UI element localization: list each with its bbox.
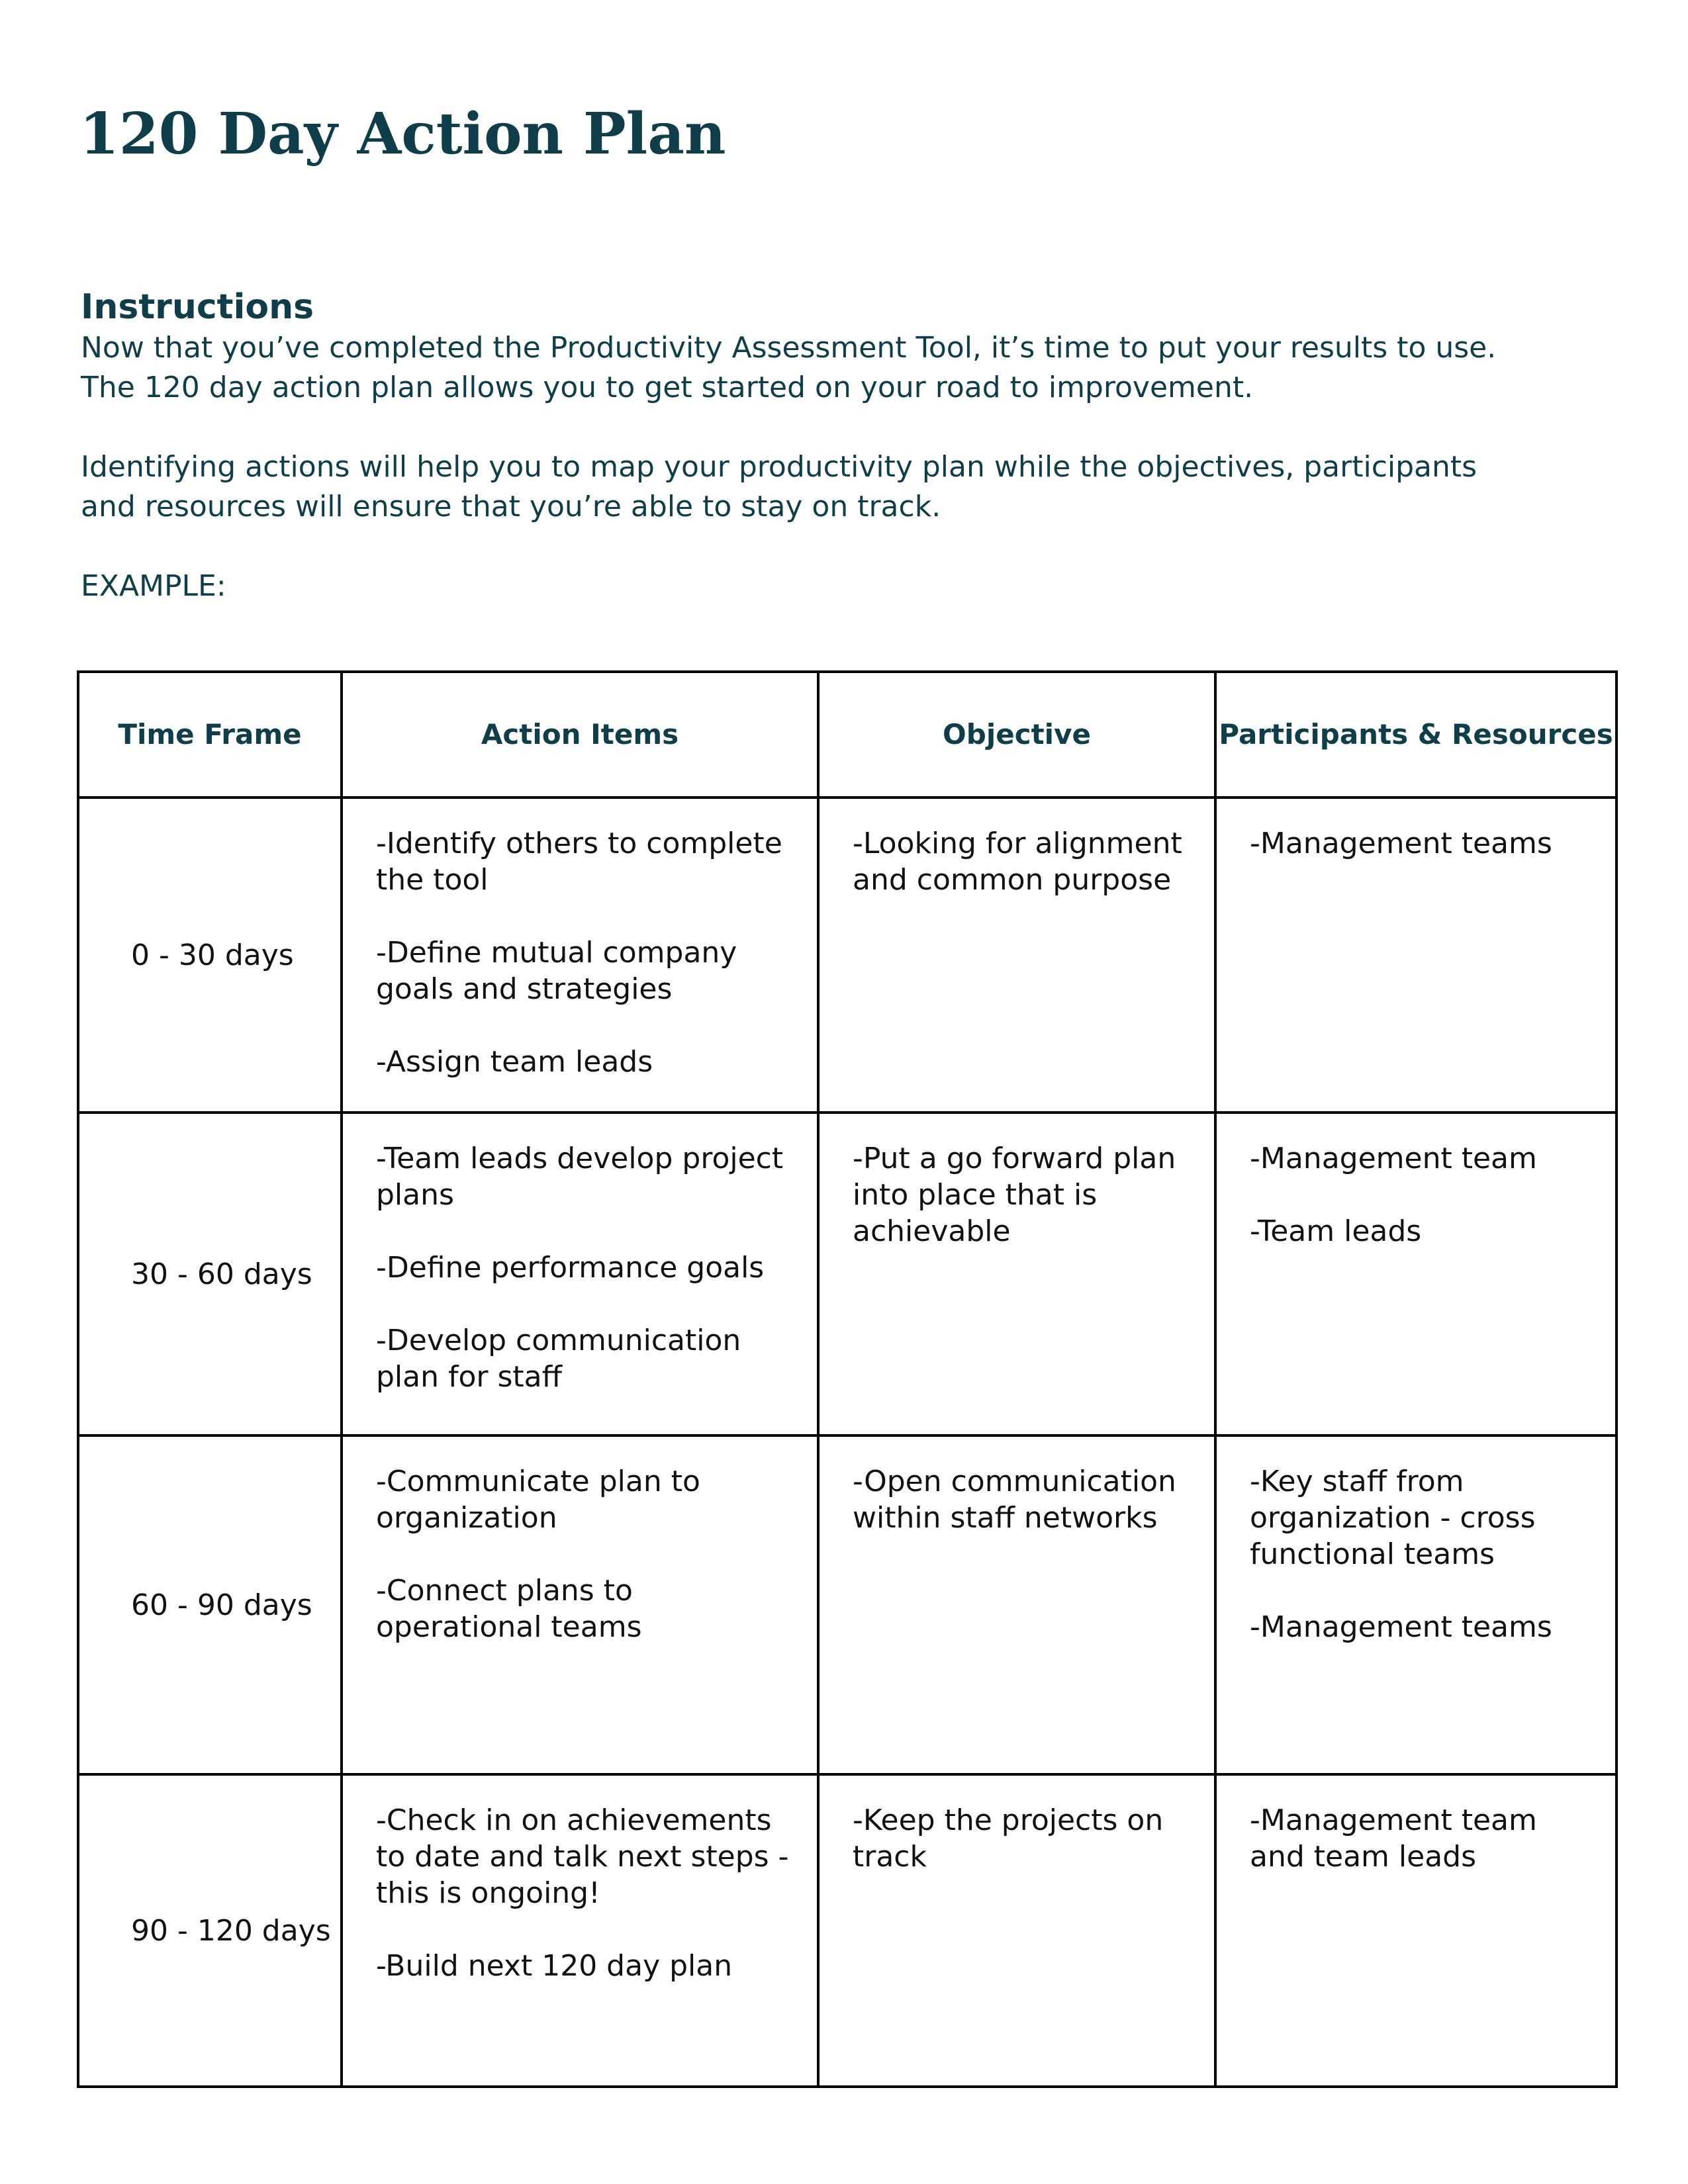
list-item: -Put a go forward plan into place that is achievable bbox=[853, 1142, 1176, 1248]
header-action-items: Action Items bbox=[342, 672, 818, 797]
objective-cell bbox=[818, 1774, 1215, 2087]
list-item: -Team leads bbox=[1250, 1214, 1422, 1248]
objective-cell bbox=[818, 1435, 1215, 1774]
table-header-row bbox=[78, 672, 1617, 797]
list-item: -Identify others to complete the tool bbox=[376, 827, 782, 897]
instructions-paragraph: Now that you’ve completed the Productivity Assessment Tool, it’s time to put your results to use. The 120 day action plan allows you to get started on your road to improvement. bbox=[81, 331, 1497, 404]
instructions-paragraph: Identifying actions will help you to map your productivity plan while the objectives, participants and resources will ensure that you’re able to stay on track. bbox=[81, 450, 1477, 523]
list-item: -Key staff from organization - cross functional teams bbox=[1250, 1465, 1536, 1571]
participants-cell bbox=[1215, 1113, 1617, 1435]
participants-cell bbox=[1215, 1774, 1617, 2087]
list-item: -Management teams bbox=[1250, 827, 1552, 860]
list-item: -Team leads develop project plans bbox=[376, 1142, 784, 1212]
action-items-cell bbox=[342, 1435, 818, 1774]
table-row bbox=[78, 1774, 1617, 2087]
table-row bbox=[78, 1435, 1617, 1774]
table-row bbox=[78, 1113, 1617, 1435]
objective-cell bbox=[818, 1113, 1215, 1435]
list-item: -Looking for alignment and common purpose bbox=[853, 827, 1182, 897]
example-label: EXAMPLE: bbox=[81, 569, 226, 603]
participants-cell bbox=[1215, 1435, 1617, 1774]
list-item: -Connect plans to operational teams bbox=[376, 1574, 642, 1644]
list-item: -Management team and team leads bbox=[1250, 1803, 1537, 1874]
page-title: 120 Day Action Plan bbox=[79, 101, 726, 167]
action-items-cell bbox=[342, 1113, 818, 1435]
time-frame-cell: 90 - 120 days bbox=[78, 1774, 342, 2087]
list-item: -Define mutual company goals and strategies bbox=[376, 936, 737, 1006]
time-frame-cell: 0 - 30 days bbox=[78, 797, 342, 1113]
header-participants-resources: Participants & Resources bbox=[1215, 672, 1617, 797]
list-item: -Build next 120 day plan bbox=[376, 1949, 733, 1983]
time-frame-cell: 60 - 90 days bbox=[78, 1435, 342, 1774]
list-item: -Check in on achievements to date and talk next steps - this is ongoing! bbox=[376, 1803, 789, 1910]
list-item: -Communicate plan to organization bbox=[376, 1465, 700, 1535]
list-item: -Assign team leads bbox=[376, 1045, 653, 1079]
action-items-cell bbox=[342, 797, 818, 1113]
participants-cell bbox=[1215, 797, 1617, 1113]
list-item: -Management team bbox=[1250, 1142, 1537, 1175]
objective-cell bbox=[818, 797, 1215, 1113]
action-plan-table bbox=[77, 670, 1618, 2088]
table-row bbox=[78, 797, 1617, 1113]
list-item: -Define performance goals bbox=[376, 1251, 765, 1285]
header-objective: Objective bbox=[818, 672, 1215, 797]
header-time-frame: Time Frame bbox=[78, 672, 342, 797]
instructions-heading: Instructions bbox=[81, 287, 314, 327]
list-item: -Keep the projects on track bbox=[853, 1803, 1164, 1874]
time-frame-cell: 30 - 60 days bbox=[78, 1113, 342, 1435]
list-item: -Management teams bbox=[1250, 1610, 1552, 1644]
instructions-section bbox=[81, 286, 1603, 606]
list-item: -Open communication within staff networks bbox=[853, 1465, 1176, 1535]
action-items-cell bbox=[342, 1774, 818, 2087]
list-item: -Develop communication plan for staff bbox=[376, 1324, 741, 1394]
